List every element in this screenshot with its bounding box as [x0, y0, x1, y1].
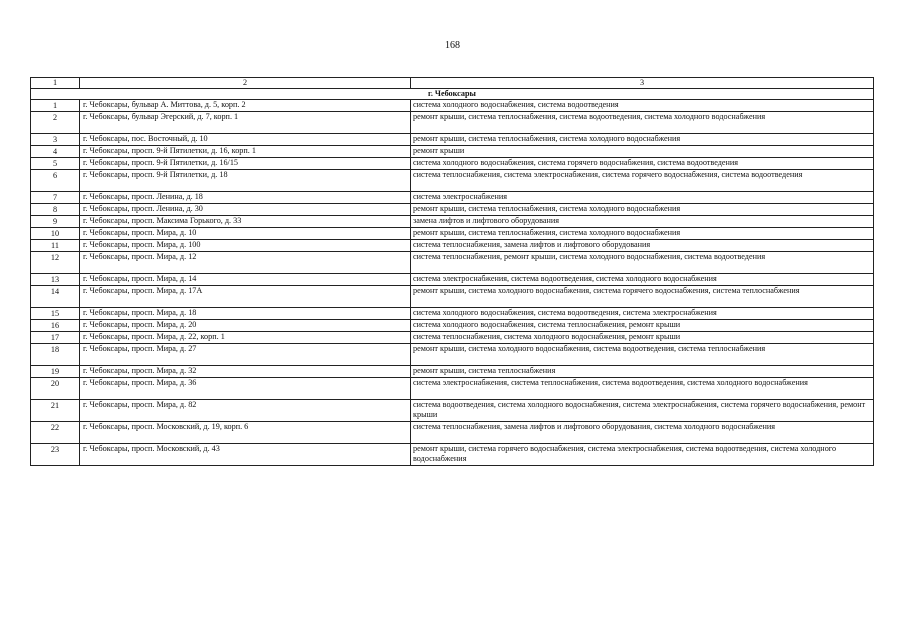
row-number: 11 — [31, 240, 80, 252]
works-cell: система водоотведения, система холодного водоснабжения, система электроснабжения, система горячего водоснабжения, ремонт крыши — [411, 400, 874, 422]
table-row — [31, 192, 874, 204]
column-number-2: 2 — [80, 78, 411, 89]
table-row — [31, 366, 874, 378]
row-number: 13 — [31, 274, 80, 286]
table-row — [31, 146, 874, 158]
works-cell: система теплоснабжения, система холодного водоснабжения, ремонт крыши — [411, 332, 874, 344]
city-row — [31, 89, 874, 100]
address-cell: г. Чебоксары, просп. 9-й Пятилетки, д. 18 — [80, 170, 411, 192]
address-cell: г. Чебоксары, просп. 9-й Пятилетки, д. 16, корп. 1 — [80, 146, 411, 158]
table-row — [31, 134, 874, 146]
address-cell: г. Чебоксары, просп. Мира, д. 82 — [80, 400, 411, 422]
works-cell: ремонт крыши, система холодного водоснабжения, система водоотведения, система теплоснабжения — [411, 344, 874, 366]
table-row — [31, 422, 874, 444]
works-cell: система теплоснабжения, замена лифтов и лифтового оборудования, система холодного водоснабжения — [411, 422, 874, 444]
row-number: 10 — [31, 228, 80, 240]
table-row — [31, 170, 874, 192]
address-cell: г. Чебоксары, просп. Мира, д. 100 — [80, 240, 411, 252]
address-cell: г. Чебоксары, просп. Мира, д. 36 — [80, 378, 411, 400]
works-cell: система теплоснабжения, система электроснабжения, система горячего водоснабжения, система водоотведения — [411, 170, 874, 192]
row-number: 3 — [31, 134, 80, 146]
table-row — [31, 320, 874, 332]
row-number: 8 — [31, 204, 80, 216]
table-row — [31, 378, 874, 400]
row-number: 7 — [31, 192, 80, 204]
address-cell: г. Чебоксары, просп. Мира, д. 22, корп. 1 — [80, 332, 411, 344]
table-row — [31, 400, 874, 422]
table-row — [31, 332, 874, 344]
address-cell: г. Чебоксары, просп. 9-й Пятилетки, д. 16/15 — [80, 158, 411, 170]
works-cell: система электроснабжения, система водоотведения, система холодного водоснабжения — [411, 274, 874, 286]
row-number: 17 — [31, 332, 80, 344]
table-row — [31, 252, 874, 274]
address-cell: г. Чебоксары, пос. Восточный, д. 10 — [80, 134, 411, 146]
address-cell: г. Чебоксары, просп. Мира, д. 14 — [80, 274, 411, 286]
row-number: 16 — [31, 320, 80, 332]
address-cell: г. Чебоксары, просп. Ленина, д. 30 — [80, 204, 411, 216]
table-row — [31, 274, 874, 286]
buildings-table — [30, 77, 874, 466]
row-number: 12 — [31, 252, 80, 274]
works-cell: ремонт крыши, система холодного водоснабжения, система горячего водоснабжения, система теплоснабжения — [411, 286, 874, 308]
address-cell: г. Чебоксары, просп. Мира, д. 27 — [80, 344, 411, 366]
works-cell: система холодного водоснабжения, система водоотведения — [411, 100, 874, 112]
address-cell: г. Чебоксары, просп. Московский, д. 19, корп. 6 — [80, 422, 411, 444]
works-cell: система электроснабжения, система теплоснабжения, система водоотведения, система холодного водоснабжения — [411, 378, 874, 400]
table-row — [31, 158, 874, 170]
table-row — [31, 100, 874, 112]
address-cell: г. Чебоксары, просп. Мира, д. 17А — [80, 286, 411, 308]
works-cell: ремонт крыши, система теплоснабжения — [411, 366, 874, 378]
column-number-1: 1 — [31, 78, 80, 89]
works-cell: система холодного водоснабжения, система теплоснабжения, ремонт крыши — [411, 320, 874, 332]
works-cell: ремонт крыши, система теплоснабжения, система водоотведения, система холодного водоснабжения — [411, 112, 874, 134]
address-cell: г. Чебоксары, просп. Мира, д. 18 — [80, 308, 411, 320]
row-number: 18 — [31, 344, 80, 366]
row-number: 2 — [31, 112, 80, 134]
page-number: 168 — [445, 40, 460, 51]
table-row — [31, 240, 874, 252]
works-cell: система теплоснабжения, замена лифтов и лифтового оборудования — [411, 240, 874, 252]
row-number: 14 — [31, 286, 80, 308]
column-number-3: 3 — [411, 78, 874, 89]
table-row — [31, 228, 874, 240]
works-cell: ремонт крыши, система горячего водоснабжения, система электроснабжения, система водоотведения, система холодного водоснабжения — [411, 444, 874, 466]
row-number: 15 — [31, 308, 80, 320]
row-number: 1 — [31, 100, 80, 112]
table-row — [31, 444, 874, 466]
row-number: 23 — [31, 444, 80, 466]
row-number: 21 — [31, 400, 80, 422]
table-row — [31, 308, 874, 320]
works-cell: система холодного водоснабжения, система водоотведения, система электроснабжения — [411, 308, 874, 320]
address-cell: г. Чебоксары, просп. Мира, д. 12 — [80, 252, 411, 274]
address-cell: г. Чебоксары, просп. Мира, д. 32 — [80, 366, 411, 378]
works-cell: система холодного водоснабжения, система горячего водоснабжения, система водоотведения — [411, 158, 874, 170]
address-cell: г. Чебоксары, бульвар А. Миттова, д. 5, корп. 2 — [80, 100, 411, 112]
table-row — [31, 216, 874, 228]
works-cell: система теплоснабжения, ремонт крыши, система холодного водоснабжения, система водоотведения — [411, 252, 874, 274]
address-cell: г. Чебоксары, бульвар Эгерский, д. 7, корп. 1 — [80, 112, 411, 134]
table-row — [31, 344, 874, 366]
city-heading: г. Чебоксары — [31, 89, 874, 100]
works-cell: система электроснабжения — [411, 192, 874, 204]
table-row — [31, 112, 874, 134]
works-cell: ремонт крыши, система теплоснабжения, система холодного водоснабжения — [411, 204, 874, 216]
table-row — [31, 286, 874, 308]
works-cell: ремонт крыши, система теплоснабжения, система холодного водоснабжения — [411, 134, 874, 146]
row-number: 20 — [31, 378, 80, 400]
row-number: 6 — [31, 170, 80, 192]
table-row — [31, 204, 874, 216]
works-cell: замена лифтов и лифтового оборудования — [411, 216, 874, 228]
row-number: 19 — [31, 366, 80, 378]
row-number: 22 — [31, 422, 80, 444]
works-cell: ремонт крыши — [411, 146, 874, 158]
address-cell: г. Чебоксары, просп. Ленина, д. 18 — [80, 192, 411, 204]
address-cell: г. Чебоксары, просп. Мира, д. 20 — [80, 320, 411, 332]
column-number-row — [31, 78, 874, 89]
address-cell: г. Чебоксары, просп. Мира, д. 10 — [80, 228, 411, 240]
row-number: 4 — [31, 146, 80, 158]
row-number: 5 — [31, 158, 80, 170]
address-cell: г. Чебоксары, просп. Максима Горького, д. 33 — [80, 216, 411, 228]
address-cell: г. Чебоксары, просп. Московский, д. 43 — [80, 444, 411, 466]
works-cell: ремонт крыши, система теплоснабжения, система холодного водоснабжения — [411, 228, 874, 240]
row-number: 9 — [31, 216, 80, 228]
